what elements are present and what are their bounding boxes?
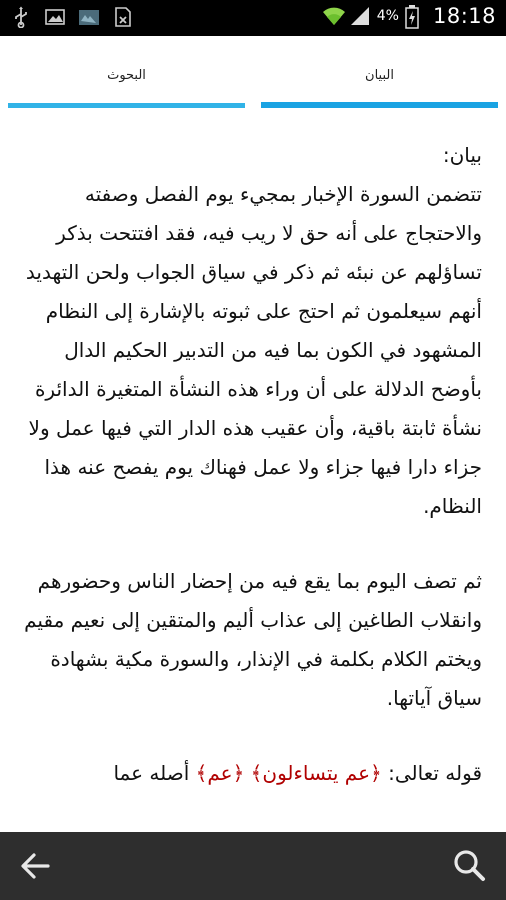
battery-charging-icon <box>405 5 427 27</box>
article-body <box>20 136 482 829</box>
sim-icon <box>78 6 100 28</box>
notification-icons <box>10 6 134 28</box>
search-icon <box>444 840 496 892</box>
verse-commentary-line <box>20 754 482 793</box>
commentary-suffix: أصله عما <box>113 761 196 785</box>
article-scroll-area[interactable] <box>0 112 506 832</box>
tab-bar <box>0 36 506 112</box>
tab-label: البيان <box>365 68 394 83</box>
arrow-left-icon <box>10 840 62 892</box>
usb-icon <box>10 6 32 28</box>
clock: 18:18 <box>432 4 496 28</box>
section-heading: بيان: <box>442 143 482 167</box>
bottom-action-bar <box>0 832 506 900</box>
article-paragraph: تتضمن السورة الإخبار بمجيء يوم الفصل وصفته والاحتجاج على أنه حق لا ريب فيه، فقد افتتحت بذكر تساؤلهم عن نبئه ثم ذكر في سياق الجواب ولحن التهديد أنهم سيعلمون ثم احتج على ثبوته بالإشارة إلى النظام المشهود في الكون بما فيه من التدبير الحكيم الدال بأوضح الدلالة على أن وراء هذه النشأة المتغيرة الدائرة نشأة ثابتة باقية، وأن عقيب هذه الدار التي فيها عمل ولا جزاء دارا فيها جزاء ولا عمل فهناك يوم يفصح عنه هذا النظام. <box>25 182 482 518</box>
signal-icon <box>349 5 371 27</box>
tab-underline <box>8 103 245 108</box>
tab-underline-active <box>261 102 498 108</box>
tab-research[interactable] <box>0 36 253 112</box>
back-button[interactable] <box>10 840 62 892</box>
image-icon <box>44 6 66 28</box>
document-icon <box>112 6 134 28</box>
article-paragraph: ثم تصف اليوم بما يقع فيه من إحضار الناس وحضورهم وانقلاب الطاغين إلى عذاب أليم والمتقين إلى نعيم مقيم ويختم الكلام بكلمة في الإنذار، والسورة مكية بشهادة سياق آياتها. <box>24 569 482 710</box>
tab-statement[interactable] <box>253 36 506 112</box>
system-status <box>321 4 496 28</box>
quran-quote: ﴿عم يتساءلون﴾ ﴿عم﴾ <box>195 761 382 785</box>
battery-percent: 4% <box>376 8 399 24</box>
commentary-prefix: قوله تعالى: <box>381 761 482 785</box>
status-bar <box>0 0 506 36</box>
search-button[interactable] <box>444 840 496 892</box>
wifi-icon <box>321 5 343 27</box>
tab-label: البحوث <box>107 68 146 83</box>
